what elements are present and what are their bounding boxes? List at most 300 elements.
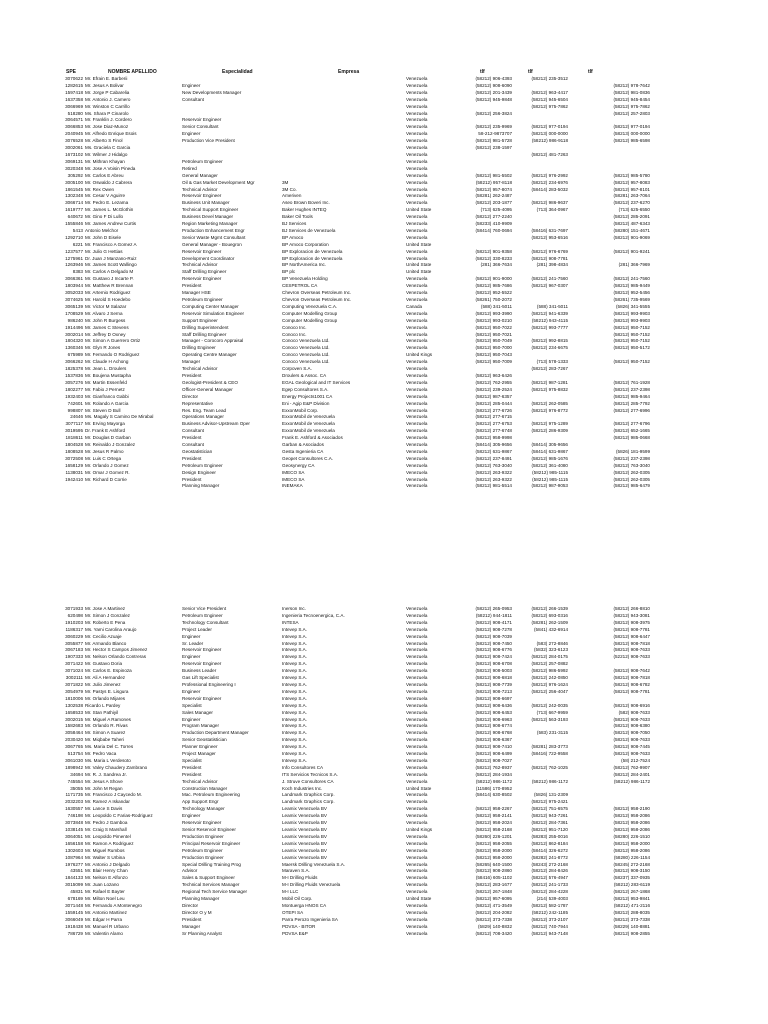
cell-phone-1: (58212) 267-1848 [475,889,512,895]
cell-phone-3: (58212) 285-7792 [613,400,650,406]
cell-phone-1: (58414) 760-0694 [475,227,512,233]
cell-specialty: Mac. Petroleum Engineering [182,792,240,798]
cell-name: Mr. Jean L. Droulers [85,366,127,372]
cell-company: Leamix Venezuela BV [282,820,327,826]
header-nombre-apellido: NOMBRE APELLIDO [108,69,157,75]
cell-specialty: Operating Centre Manager [182,352,237,358]
cell-phone-2: (58212) 993-7777 [531,324,568,330]
cell-phone-1: (58212) 203-1877 [475,200,512,206]
cell-name: Mr. Edgar H Parra [85,916,123,922]
cell-phone-2: (58212) 234-6675 [531,345,568,351]
cell-company: Intevep S.A. [282,675,308,681]
cell-phone-2: (58212) 284-7361 [531,820,568,826]
cell-name: Mr. Gianfranco Gabbi [85,393,129,399]
cell-spe-number: 1658129 [65,462,83,468]
cell-specialty: Drilling Superintendent [182,324,229,330]
cell-specialty: Technical Support Engineer [182,207,239,213]
cell-phone-2: (58212) 986-9118 [531,138,568,144]
cell-company: INEMAKA [282,483,303,489]
header-tlf-1: tlf [480,69,485,75]
cell-phone-3: (58281) 263-7064 [613,193,650,199]
table-row [0,910,768,917]
cell-phone-1: (58212) 950-7021 [475,331,512,337]
cell-phone-3: (58280) 226-1510 [613,833,650,839]
table-row [0,83,768,90]
cell-phone-2: (58212) 241-1733 [531,882,568,888]
cell-spe-number: 1810006 [65,695,83,701]
cell-name: Mr. Ramon A Rodriguez [85,840,134,846]
cell-company: IMECO SA [282,469,305,475]
cell-phone-3: (713) 625-6550 [618,207,650,213]
cell-spe-number: 3052033 [65,290,83,296]
cell-spe-number: 3065139 [65,303,83,309]
cell-phone-2: (58212) 951-7120 [531,827,568,832]
cell-company: Garban & Asociados [282,442,324,448]
cell-phone-2: (58212) 256-4047 [531,688,568,694]
cell-phone-1: (58212) 957-6095 [475,896,512,902]
cell-name: Mr. John D Eisele [85,234,121,240]
cell-spe-number: 1861545 [65,186,83,192]
cell-phone-3: (58212) 985-6598 [613,138,650,144]
cell-company: Frank E. Ashford & Asociados [282,435,343,441]
cell-name: Mr. Rex Owen [85,186,115,192]
cell-phone-2: (58212) 943-7148 [531,930,568,936]
cell-phone-1: (58212) 957-8074 [475,186,512,192]
cell-specialty: Construction Manager [182,785,228,791]
cell-name: Mr. James C Stevens [85,324,129,330]
cell-phone-1: (58212) 908-6774 [475,723,512,729]
table-row [0,332,768,339]
cell-country: Venezuela [406,379,428,385]
cell-phone-2: (58212) 481-7263 [531,151,568,157]
cell-phone-1: (58212) 908-6453 [475,709,512,715]
cell-phone-2: (713) 364-0967 [536,207,568,213]
table-row [0,242,768,249]
cell-country: Venezuela [406,462,428,468]
table-row [0,654,768,661]
cell-company: Intevep S.A. [282,751,308,757]
header-empresa: Empresa [338,69,360,75]
cell-specialty: President [182,476,202,482]
cell-phone-3: (58261) 735-9569 [613,297,650,302]
cell-specialty: Engineer [182,82,201,88]
cell-specialty: Consultant [182,428,204,434]
cell-company: Leamix Venezuela BV [282,847,327,853]
cell-phone-3: (582) 908-7633 [618,709,650,715]
table-row [0,152,768,159]
table-row [0,882,768,889]
cell-country: United State [406,262,432,268]
cell-spe-number: 3066853 [65,124,83,130]
cell-company: Geosynergy CA [282,462,315,468]
cell-spe-number: 3064051 [65,833,83,839]
cell-company: PDVSA - BITOR [282,923,316,929]
cell-country: Venezuela [406,681,428,687]
cell-name: Mr. Craig S Marshall [85,827,127,832]
cell-company: Chevron Overseas Petroleum Inc. [282,297,352,302]
cell-phone-3: (58212) 901-9069 [613,234,650,240]
cell-specialty: Sr. Leader [182,640,204,646]
cell-phone-2: (58212) 266-1539 [531,606,568,611]
cell-phone-3: (58212) 993-9903 [613,317,650,323]
cell-company: Eni - Agip E&P Division [282,400,330,406]
cell-country: Venezuela [406,882,428,888]
table-row [0,421,768,428]
cell-phone-1: (58212) 963-6426 [475,372,512,378]
cell-specialty: Planning Manager [182,483,220,489]
cell-specialty: Petroleum Engineer [182,297,223,302]
cell-specialty: Advisor [182,868,198,874]
cell-name: Mr. Mithran Khayan [85,158,125,164]
cell-phone-2: (58212) 943-4115 [531,317,568,323]
cell-spe-number: 1804528 [65,442,83,448]
cell-name: Mr. Jose Diaz-Munoz [85,124,129,130]
cell-name: Mr. Cesar V Aguirre [85,193,126,199]
cell-phone-3: (58212) 958-2000 [613,840,650,846]
cell-phone-3: (58212) 908-6380 [613,723,650,729]
table-row [0,806,768,813]
cell-company: Computing Venezuela C.A. [282,303,338,309]
table-row [0,813,768,820]
cell-specialty: Gas Lift Specialist [182,675,219,681]
cell-country: Venezuela [406,214,428,220]
cell-name: Mr. Carlos E. Espinoza [85,668,132,674]
cell-phone-3: (58212) 958-2086 [613,820,650,826]
cell-specialty: Sr Planning Analyst [182,930,222,936]
cell-country: Venezuela [406,200,428,206]
cell-spe-number: 1302538 [65,702,83,708]
cell-country: Venezuela [406,868,428,874]
cell-country: Canada [406,303,423,309]
cell-company: Leamix Venezuela BV [282,827,327,832]
cell-name: Mr. Orlando Mijares [85,695,126,701]
cell-specialty: President [182,283,202,289]
cell-phone-1: (58212) 958-2055 [475,840,512,846]
cell-specialty: New Developments Manager [182,89,242,95]
cell-phone-1: (58212) 950-7009 [475,359,512,365]
cell-company: Baker Oil Tools [282,214,313,220]
cell-specialty: Engineer [182,716,201,722]
cell-spe-number: 1898942 [65,764,83,770]
cell-phone-1: (58212) 631-9867 [475,448,512,454]
cell-company: Droulers & Assoc. CA [282,372,327,378]
cell-specialty: Manager [182,923,201,929]
cell-name: Mr. Luis C Ortega [85,455,121,461]
cell-company: Conoco Venezuela Ltd. [282,359,330,365]
table-row [0,366,768,373]
cell-name: Mr. Carlos A Delgado M [85,269,134,275]
cell-specialty: Engineer [182,688,201,694]
cell-name: Mr. Jorge P Cabarelia [85,89,130,95]
table-row [0,345,768,352]
cell-name: Mr. Valentin Alamo [85,930,123,936]
table-row [0,470,768,477]
cell-name: Mr. Rafael E Bayter [85,889,125,895]
cell-spe-number: 3005100 [65,179,83,185]
cell-phone-3: (5826) 181-9599 [616,448,650,454]
cell-phone-3: (58212) 978-7642 [613,82,650,88]
table-row [0,276,768,283]
cell-phone-3: (58212) 266-8810 [613,606,650,611]
cell-company: Intevep S.A. [282,681,308,687]
cell-phone-2: (58212) 740-7944 [531,923,568,929]
cell-company: EGAL Geological and IT Services [282,379,351,385]
cell-company: ITS Servicios Tecnicos S.A. [282,771,339,777]
table-row [0,737,768,744]
cell-spe-number: 3071933 [65,606,83,611]
cell-company: Baker Hughes INTEQ [282,207,327,213]
cell-name: Mr. Francisco A Gomez A [85,241,137,247]
cell-phone-2: (58212) 976-8772 [531,407,568,413]
cell-specialty: Business Advisor-Upstream Oper [182,421,250,427]
cell-name: Mr. Rolando A Garcia [85,400,129,406]
cell-specialty: Principal Reservoir Engineer [182,840,241,846]
cell-phone-1: (58212) 283-1677 [475,882,512,888]
cell-phone-2: (58212) 987-1281 [531,379,568,385]
cell-spe-number: 3072508 [65,455,83,461]
table-row [0,875,768,882]
cell-phone-3: (58212) 761-1928 [613,379,650,385]
cell-company: Parra Perozo Ingenieria SA [282,916,338,922]
cell-phone-1: (58212) 985-7686 [475,283,512,289]
cell-spe-number: 3074625 [65,297,83,302]
table-row [0,111,768,118]
cell-name: Mr. Valey Chaudery Zambrano [85,764,148,770]
cell-phone-1: (58212) 284-1934 [475,771,512,777]
cell-country: Venezuela [406,633,428,639]
cell-phone-1: (58212) 958-2141 [475,813,512,819]
cell-phone-2: (588) 341-5011 [536,303,568,309]
cell-specialty: Operations Manager [182,414,224,420]
cell-company: Intevep S.A. [282,695,308,701]
cell-country: Venezuela [406,647,428,653]
cell-phone-1: (58212) 950-7022 [475,324,512,330]
cell-phone-3: (58212) 986-1172 [613,778,650,784]
cell-spe-number: 1582683 [65,723,83,729]
cell-company: Conoco Inc. [282,324,307,330]
cell-country: Venezuela [406,455,428,461]
cell-phone-1: (58212) 901-9358 [475,248,512,254]
cell-company: Intevep S.A. [282,647,308,653]
cell-spe-number: 3019595 [65,428,83,434]
cell-spe-number: 1808528 [65,448,83,454]
cell-name: Mr. Artemio Rodriguez [85,290,131,296]
cell-country: Venezuela [406,792,428,798]
cell-phone-1: (713) 625-4095 [480,207,512,213]
table-row [0,682,768,689]
cell-name: Ms. Magaly S Camino De Mirabal [85,414,154,420]
table-row [0,868,768,875]
cell-phone-1: (58212) 950-7000 [475,345,512,351]
table-row [0,104,768,111]
cell-name: Mr. Juan Lozano [85,882,119,888]
table-row [0,696,768,703]
cell-phone-2: (58212) 975-1289 [531,421,568,427]
cell-company: Landmark Graphics Corp. [282,799,335,805]
cell-spe-number: 3002061 [65,145,83,151]
cell-country: Venezuela [406,902,428,908]
cell-phone-3: (52212) 908-7633 [613,654,650,660]
cell-spe-number: 3061030 [65,757,83,763]
table-row [0,401,768,408]
cell-country: Venezuela [406,909,428,915]
table-row [0,634,768,641]
cell-country: Venezuela [406,110,428,116]
cell-spe-number: 1537836 [65,372,83,378]
cell-name: Mr. Ramez A Iskandar [85,799,130,805]
table-row [0,187,768,194]
cell-specialty: Support Engineer [182,317,218,323]
cell-spe-number: 1275961 [65,255,83,261]
cell-specialty: Production Enhancement Engr [182,227,245,233]
cell-name: Mr. Gustavo J Incarte P. [85,276,134,282]
cell-phone-3: (58229) 140-8881 [613,923,650,929]
cell-name: Mr. Franklin J. Cordero [85,117,132,123]
cell-phone-1: (58212) 908-7739 [475,681,512,687]
cell-phone-3: (58212) 237-6270 [613,200,650,206]
cell-specialty: President [182,916,202,922]
cell-phone-3: (58280) 151-4671 [613,227,650,233]
cell-spe-number: 1914496 [65,324,83,330]
cell-specialty: Production Vice President [182,138,235,144]
cell-phone-1: (58212) 277-6753 [475,421,512,427]
cell-company: Energy Projects1001 CA [282,393,333,399]
cell-phone-1: (58212) 901-9000 [475,276,512,282]
cell-specialty: Production Engineer [182,833,224,839]
cell-phone-3: (58212) 950-7152 [613,324,650,330]
cell-name: Mr. Steven D Bull [85,407,121,413]
cell-phone-2: (58281) 262-1509 [531,619,568,625]
cell-spe-number: 3067765 [65,744,83,750]
cell-country: Venezuela [406,186,428,192]
cell-company: ExxonMobil de Venezuela [282,414,335,420]
cell-phone-2: (58212) 242-1185 [531,909,568,915]
table-row [0,723,768,730]
cell-country: Venezuela [406,248,428,254]
cell-phone-2: (58212) 235-3512 [531,76,568,81]
cell-country: Venezuela [406,428,428,434]
cell-specialty: Planning Manager [182,896,220,902]
cell-phone-1: (58212) 471-3549 [475,902,512,908]
cell-name: Mr. Fernando O Rodriguez [85,352,140,358]
cell-country: Venezuela [406,806,428,812]
cell-spe-number: 1932403 [65,393,83,399]
table-row [0,779,768,786]
cell-specialty: Technology Consultant [182,619,229,625]
cell-country: Venezuela [406,82,428,88]
cell-spe-number: 1825378 [65,366,83,372]
cell-specialty: Officer-General Manager [182,386,233,392]
cell-name: Mr. Francisco J Caycedo M. [85,792,142,798]
table-row [0,124,768,131]
cell-phone-3: (58) 212-7524 [621,757,650,763]
cell-company: Intevep S.A. [282,737,308,743]
cell-phone-3: (58212) 952-5456 [613,290,650,296]
cell-company: Leamix Venezuela BV [282,806,327,812]
cell-country: Venezuela [406,612,428,618]
cell-specialty: Consultant [182,442,204,448]
table-row [0,380,768,387]
cell-specialty: Specialist [182,702,202,708]
cell-country: Venezuela [406,234,428,240]
cell-company: Intevep S.A. [282,723,308,729]
cell-spe-number: 1803944 [65,283,83,289]
cell-specialty: Program Manager [182,723,220,729]
table-row [0,786,768,793]
cell-specialty: Manager [182,359,201,365]
cell-specialty: Project Leader [182,626,212,632]
cell-name: Mr. Omar J Gomez R. [85,469,130,475]
cell-country: Venezuela [406,151,428,157]
cell-phone-1: (58212) 239-2524 [475,386,512,392]
cell-phone-2: (281) 398-4834 [536,262,568,268]
cell-company: Conoco Inc. [282,331,307,337]
cell-country: United State [406,241,432,247]
cell-phone-1: (58212) 945-9848 [475,96,512,102]
cell-company: J. Struve Consultores CA [282,778,334,784]
cell-phone-2: (58212) 985-1115 [532,476,568,482]
cell-specialty: Business Devel Manager [182,214,234,220]
cell-specialty: Director O y M [182,909,212,915]
cell-specialty: Reservoir Engineer [182,647,222,653]
cell-country: Venezuela [406,145,428,151]
cell-name: Mr. James Scott Wallingo [85,262,137,268]
cell-spe-number: 513754 [67,751,83,757]
contact-table-bottom [0,606,768,938]
cell-phone-1: (58212) 958-2024 [475,820,512,826]
cell-specialty: Senior Waste Mgmt Consultant [182,234,246,240]
cell-name: Mr. Erving Mayorga [85,421,125,427]
table-row [0,180,768,187]
cell-country: Venezuela [406,820,428,826]
cell-specialty: Senior Vice President [182,606,227,611]
cell-spe-number: 1708529 [65,310,83,316]
cell-phone-3: (58212) 652-1665 [613,428,650,434]
cell-name: Ms. Shara P Cinarolo [85,110,129,116]
cell-spe-number: 1619777 [65,207,83,213]
cell-country: Venezuela [406,448,428,454]
cell-phone-2: (58212) 762-1025 [531,764,568,770]
cell-company: Intevep S.A. [282,633,308,639]
cell-phone-3: (58212) 950-5172 [613,345,650,351]
cell-phone-2: (58212) 284-0175 [531,654,568,660]
cell-phone-1: (58212) 958-2000 [475,847,512,853]
cell-spe-number: 746198 [67,813,83,819]
cell-phone-2: (58212) 975-8832 [531,386,568,392]
cell-name: Mr. Leopoldo C Farias-Rodriguez [85,813,153,819]
cell-company: BP Exploracion de Venezuela [282,255,343,261]
table-row [0,304,768,311]
cell-spe-number: 6221 [72,241,83,247]
cell-spe-number: 5413 [72,227,83,233]
cell-phone-1: (58212) 256-3824 [475,110,512,116]
table-row [0,166,768,173]
table-row [0,297,768,304]
cell-spe-number: 3067183 [65,647,83,653]
cell-spe-number: 2032203 [65,799,83,805]
cell-phone-1: (58414) 305-9656 [475,442,512,448]
cell-country: Venezuela [406,654,428,660]
table-row [0,834,768,841]
cell-specialty: Manager HSE [182,290,211,296]
cell-country: Venezuela [406,276,428,282]
cell-phone-3: (58212) 950-7152 [613,331,650,337]
table-row [0,228,768,235]
cell-phone-3: (58212) 373-7338 [613,916,650,922]
cell-phone-1: (58212) 285-0444 [475,400,512,406]
cell-company: Intevep S.A. [282,640,308,646]
cell-name: Mr. Walter S Urbina [85,854,125,860]
